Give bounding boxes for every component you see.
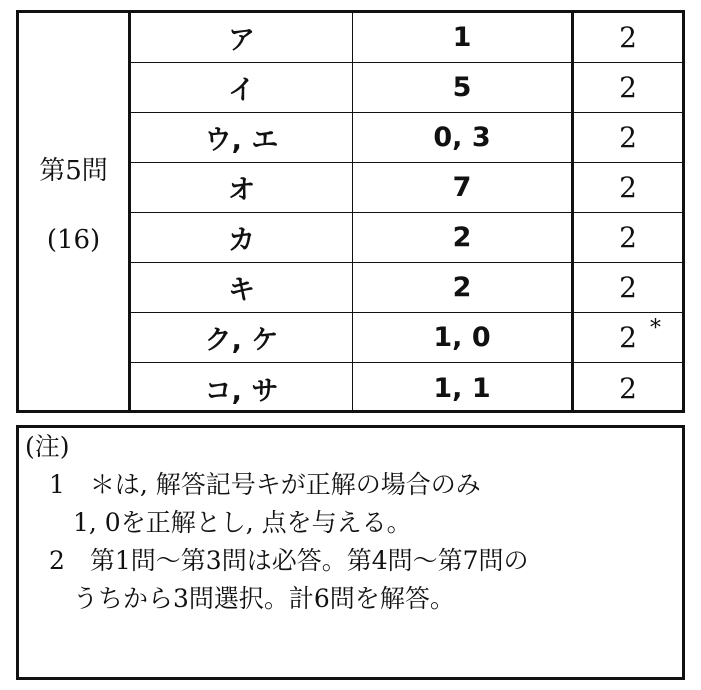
answer-symbol: カ bbox=[131, 213, 353, 262]
notes-heading: (注) bbox=[25, 432, 70, 461]
points-value: 2 bbox=[619, 271, 637, 304]
answer-table bbox=[16, 10, 685, 413]
points-cell bbox=[574, 263, 682, 312]
correct-answer: 2 bbox=[353, 263, 574, 312]
points-value: 2 bbox=[619, 321, 637, 354]
correct-answer: 1, 1 bbox=[353, 363, 574, 413]
conditional-mark: * bbox=[650, 316, 661, 341]
note-line: 2 第1問〜第3問は必答。第4問〜第7問の bbox=[49, 546, 529, 575]
table-row bbox=[131, 13, 682, 63]
correct-answer: 5 bbox=[353, 63, 574, 112]
answer-symbol: ア bbox=[131, 13, 353, 62]
correct-answer: 1 bbox=[353, 13, 574, 62]
answer-symbol: コ, サ bbox=[131, 363, 353, 413]
table-row bbox=[131, 263, 682, 313]
points-cell bbox=[574, 113, 682, 162]
table-row bbox=[131, 363, 682, 413]
answer-symbol: ウ, エ bbox=[131, 113, 353, 162]
answer-symbol: ク, ケ bbox=[131, 313, 353, 362]
section-label: 第5問 bbox=[39, 156, 108, 186]
points-value: 2 bbox=[619, 371, 637, 405]
points-cell bbox=[574, 213, 682, 262]
answer-rows bbox=[131, 13, 682, 410]
note-line: 1 ＊は, 解答記号キが正解の場合のみ bbox=[49, 470, 481, 499]
points-cell bbox=[574, 363, 682, 413]
notes-box bbox=[16, 425, 685, 680]
correct-answer: 2 bbox=[353, 213, 574, 262]
table-row bbox=[131, 313, 682, 363]
correct-answer: 1, 0 bbox=[353, 313, 574, 362]
points-value: 2 bbox=[619, 21, 637, 54]
table-row bbox=[131, 113, 682, 163]
points-value: 2 bbox=[619, 171, 637, 204]
note-line: 1, 0を正解とし, 点を与える。 bbox=[73, 508, 412, 537]
points-cell bbox=[574, 313, 682, 362]
section-cell bbox=[19, 13, 131, 410]
correct-answer: 0, 3 bbox=[353, 113, 574, 162]
points-value: 2 bbox=[619, 221, 637, 254]
correct-answer: 7 bbox=[353, 163, 574, 212]
answer-symbol: イ bbox=[131, 63, 353, 112]
points-cell bbox=[574, 13, 682, 62]
note-line: うちから3問選択。計6問を解答。 bbox=[73, 584, 455, 613]
points-value: 2 bbox=[619, 121, 637, 154]
table-row bbox=[131, 213, 682, 263]
answer-symbol: キ bbox=[131, 263, 353, 312]
table-row bbox=[131, 163, 682, 213]
points-cell bbox=[574, 63, 682, 112]
answer-symbol: オ bbox=[131, 163, 353, 212]
points-value: 2 bbox=[619, 71, 637, 104]
section-points: (16) bbox=[46, 225, 101, 255]
table-row bbox=[131, 63, 682, 113]
points-cell bbox=[574, 163, 682, 212]
